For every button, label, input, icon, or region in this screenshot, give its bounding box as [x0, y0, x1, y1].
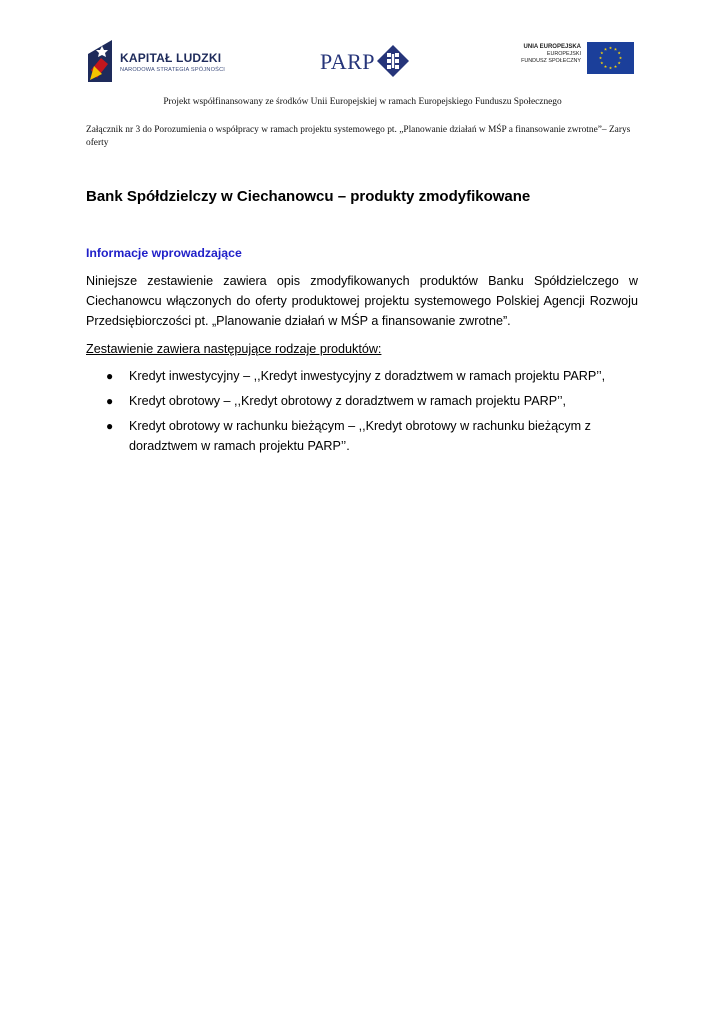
products-list-lead: Zestawienie zawiera następujące rodzaje produktów:: [86, 342, 382, 356]
bullet-icon: ●: [106, 369, 114, 383]
kapital-ludzki-title: KAPITAŁ LUDZKI: [120, 51, 222, 65]
eu-line-2: EUROPEJSKI: [546, 51, 581, 57]
annex-note: Załącznik nr 3 do Porozumienia o współpracy w ramach projektu systemowego pt. „Planowanie działań w MŚP a finansowanie zwrotne”– Zarys oferty: [86, 125, 631, 148]
cofinancing-note: Projekt współfinansowany ze środków Unii Europejskiej w ramach Europejskiego Funduszu Społecznego: [163, 97, 562, 107]
section-heading: Informacje wprowadzające: [86, 246, 242, 260]
eu-flag-icon: [587, 42, 634, 74]
parp-logo-text: PARP: [320, 49, 376, 74]
bullet-icon: ●: [106, 419, 114, 433]
document-title: Bank Spółdzielczy w Ciechanowcu – produkty zmodyfikowane: [86, 188, 531, 205]
product-text: Kredyt inwestycyjny – ,,Kredyt inwestycyjny z doradztwem w ramach projektu PARP’’,: [129, 369, 606, 383]
list-item: [86, 416, 646, 456]
eu-logo: [505, 42, 635, 76]
product-text: Kredyt obrotowy w rachunku bieżącym – ,,Kredyt obrotowy w rachunku bieżącym z doradztwem w ramach projektu PARP’’.: [129, 419, 591, 453]
eu-logo-text: [505, 44, 581, 65]
parp-emblem-icon: [376, 44, 410, 78]
list-item: [86, 366, 646, 386]
products-list: [86, 366, 646, 461]
kapital-ludzki-logo: [88, 40, 228, 84]
kapital-ludzki-emblem-icon: [88, 40, 112, 82]
product-text: Kredyt obrotowy – ,,Kredyt obrotowy z doradztwem w ramach projektu PARP’’,: [129, 394, 566, 408]
intro-paragraph: Niniejsze zestawienie zawiera opis zmodyfikowanych produktów Banku Spółdzielczego w Ciechanowcu włączonych do oferty produktowej projektu systemowego Polskiej Agencji Rozwoju Przedsiębiorczości pt. „Planowanie działań w MŚP a finansowanie zwrotne”.: [86, 274, 638, 328]
parp-logo: [320, 44, 414, 78]
eu-line-1: UNIA EUROPEJSKA: [523, 44, 581, 50]
bullet-icon: ●: [106, 394, 114, 408]
kapital-ludzki-subtitle: NARODOWA STRATEGIA SPÓJNOŚCI: [120, 67, 226, 73]
list-item: [86, 391, 646, 411]
eu-line-3: FUNDUSZ SPOŁECZNY: [521, 58, 581, 64]
